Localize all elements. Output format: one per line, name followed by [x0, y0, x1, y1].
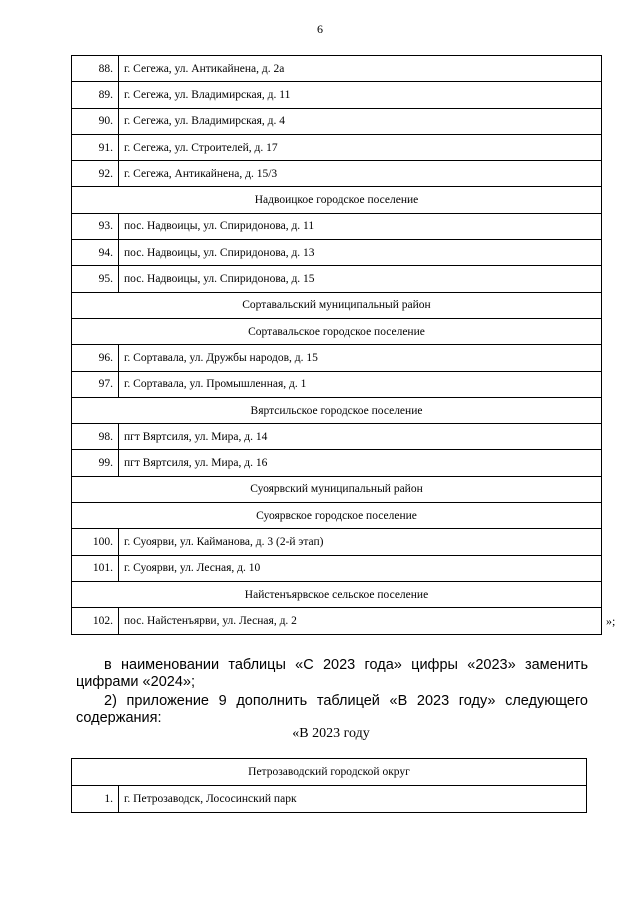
table-row: [72, 450, 602, 476]
section-header: Сортавальский муниципальный район: [72, 292, 602, 318]
address-cell: пос. Надвоицы, ул. Спиридонова, д. 13: [119, 240, 602, 266]
row-number: 96.: [72, 345, 119, 371]
row-number: 91.: [72, 134, 119, 160]
amendment-paragraph-1: в наименовании таблицы «С 2023 года» цифры «2023» заменить цифрами «2024»;: [76, 657, 588, 690]
address-cell: г. Сегежа, ул. Строителей, д. 17: [119, 134, 602, 160]
table-row: [72, 345, 602, 371]
address-cell: г. Суоярви, ул. Лесная, д. 10: [119, 555, 602, 581]
address-cell: г. Сегежа, Антикайнена, д. 15/3: [119, 161, 602, 187]
section-header: Петрозаводский городской округ: [72, 759, 587, 786]
address-cell: г. Сегежа, ул. Владимирская, д. 4: [119, 108, 602, 134]
section-header-row: [72, 292, 602, 318]
closing-quote-mark: »;: [606, 614, 616, 628]
table-row: [72, 424, 602, 450]
table-row: [72, 266, 602, 292]
section-header-row: [72, 503, 602, 529]
section-header: Найстенъярвское сельское поселение: [72, 581, 602, 607]
address-cell: г. Сегежа, ул. Владимирская, д. 11: [119, 82, 602, 108]
section-header-row: [72, 397, 602, 423]
address-table: [71, 55, 602, 635]
table-row: [72, 608, 602, 634]
amendment-paragraph-2: 2) приложение 9 дополнить таблицей «В 2023 году» следующего содержания:: [76, 693, 588, 726]
address-cell: пгт Вяртсиля, ул. Мира, д. 16: [119, 450, 602, 476]
table-row: [72, 555, 602, 581]
row-number: 88.: [72, 56, 119, 82]
table-row: [72, 161, 602, 187]
row-number: 97.: [72, 371, 119, 397]
section-header: Надвоицкое городское поселение: [72, 187, 602, 213]
section-header-row: [72, 187, 602, 213]
table-row: [72, 786, 587, 813]
section-header: Суоярвский муниципальный район: [72, 476, 602, 502]
address-cell: г. Петрозаводск, Лососинский парк: [119, 786, 587, 813]
address-cell: пос. Надвоицы, ул. Спиридонова, д. 11: [119, 213, 602, 239]
row-number: 1.: [72, 786, 119, 813]
address-cell: г. Сортавала, ул. Дружбы народов, д. 15: [119, 345, 602, 371]
row-number: 89.: [72, 82, 119, 108]
row-number: 93.: [72, 213, 119, 239]
section-header-row: [72, 581, 602, 607]
table-row: [72, 240, 602, 266]
section-header-row: [72, 318, 602, 344]
row-number: 102.: [72, 608, 119, 634]
section-header: Суоярвское городское поселение: [72, 503, 602, 529]
row-number: 99.: [72, 450, 119, 476]
page-number: 6: [317, 22, 323, 36]
address-cell: г. Суоярви, ул. Кайманова, д. 3 (2-й этап): [119, 529, 602, 555]
table-row: [72, 371, 602, 397]
address-cell: пгт Вяртсиля, ул. Мира, д. 14: [119, 424, 602, 450]
section-header: Вяртсильское городское поселение: [72, 397, 602, 423]
row-number: 98.: [72, 424, 119, 450]
table-row: [72, 82, 602, 108]
address-cell: г. Сортавала, ул. Промышленная, д. 1: [119, 371, 602, 397]
address-cell: пос. Надвоицы, ул. Спиридонова, д. 15: [119, 266, 602, 292]
section-header-row: [72, 759, 587, 786]
row-number: 92.: [72, 161, 119, 187]
address-cell: г. Сегежа, ул. Антикайнена, д. 2а: [119, 56, 602, 82]
table-row: [72, 56, 602, 82]
row-number: 95.: [72, 266, 119, 292]
row-number: 90.: [72, 108, 119, 134]
table-caption: «В 2023 году: [292, 726, 370, 741]
table-row: [72, 213, 602, 239]
address-cell: пос. Найстенъярви, ул. Лесная, д. 2: [119, 608, 602, 634]
new-table-2023: [71, 758, 587, 813]
row-number: 94.: [72, 240, 119, 266]
row-number: 101.: [72, 555, 119, 581]
section-header-row: [72, 476, 602, 502]
table-row: [72, 529, 602, 555]
table-row: [72, 108, 602, 134]
section-header: Сортавальское городское поселение: [72, 318, 602, 344]
table-row: [72, 134, 602, 160]
row-number: 100.: [72, 529, 119, 555]
